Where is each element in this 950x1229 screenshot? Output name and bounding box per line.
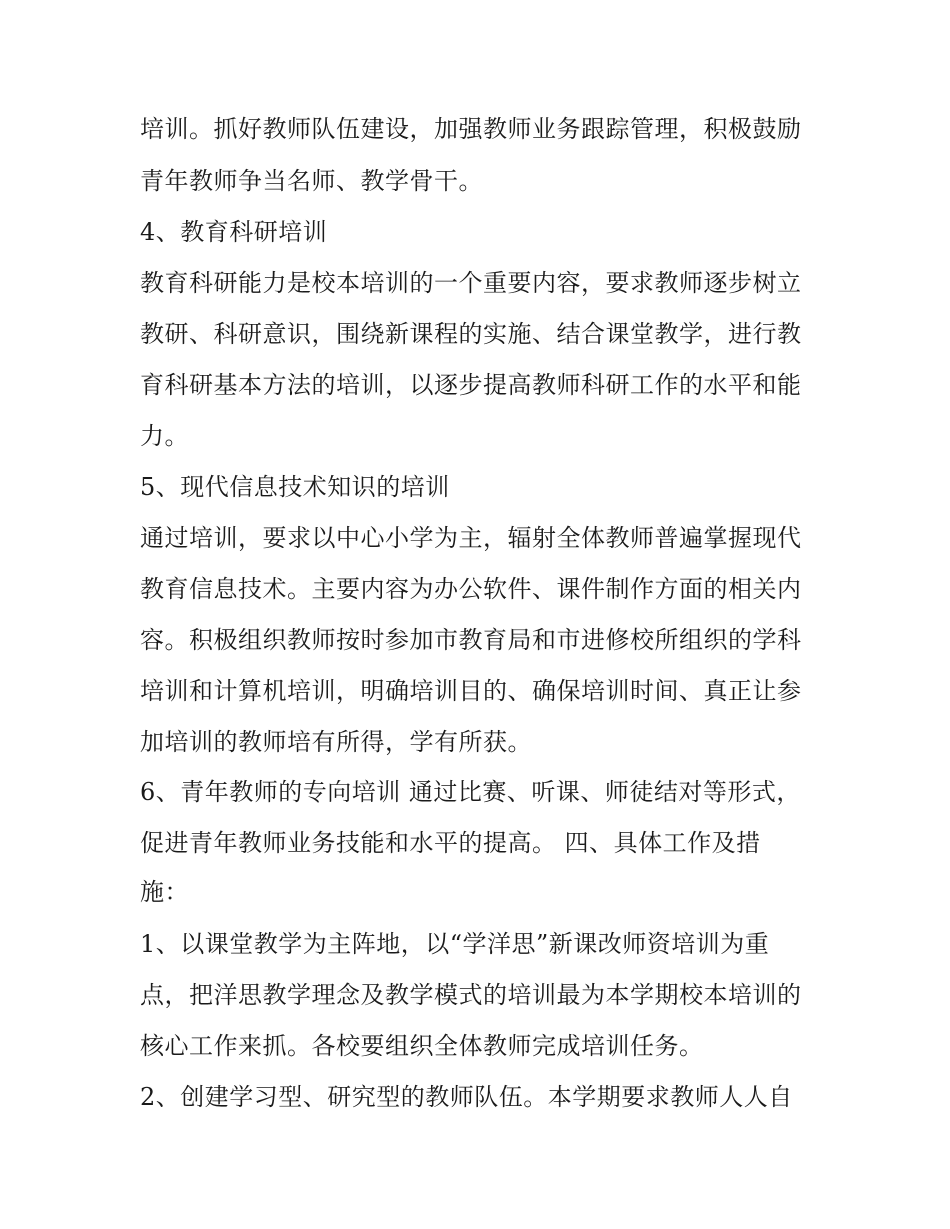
text-line: 通过培训，要求以中心小学为主，辐射全体教师普遍掌握现代 — [140, 524, 802, 552]
section-heading: 4、教育科研培训 — [140, 218, 328, 246]
list-item: 1、以课堂教学为主阵地，以“学洋思”新课改师资培训为重 — [140, 930, 770, 958]
text-line: 力。 — [140, 422, 189, 450]
section-heading: 6、青年教师的专向培训 通过比赛、听课、师徒结对等形式， — [140, 778, 801, 806]
text-line: 点，把洋思教学理念及教学模式的培训最为本学期校本培训的 — [140, 981, 802, 1009]
text-line: 青年教师争当名师、教学骨干。 — [140, 167, 483, 195]
text-line: 培训。抓好教师队伍建设，加强教师业务跟踪管理，积极鼓励 — [140, 115, 802, 143]
text-line: 核心工作来抓。各校要组织全体教师完成培训任务。 — [140, 1032, 704, 1060]
section-heading: 5、现代信息技术知识的培训 — [140, 473, 450, 501]
text-line: 培训和计算机培训，明确培训目的、确保培训时间、真正让参 — [140, 677, 802, 705]
text-line: 育科研基本方法的培训，以逐步提高教师科研工作的水平和能 — [140, 371, 802, 399]
text-line: 教育科研能力是校本培训的一个重要内容，要求教师逐步树立 — [140, 269, 802, 297]
text-line: 教研、科研意识，围绕新课程的实施、结合课堂教学，进行教 — [140, 320, 802, 348]
text-line: 容。积极组织教师按时参加市教育局和市进修校所组织的学科 — [140, 626, 802, 654]
list-item: 2、创建学习型、研究型的教师队伍。本学期要求教师人人自 — [140, 1083, 793, 1111]
text-line: 促进青年教师业务技能和水平的提高。 四、具体工作及措 — [140, 829, 761, 857]
text-line: 教育信息技术。主要内容为办公软件、课件制作方面的相关内 — [140, 575, 802, 603]
text-line: 施： — [140, 878, 189, 906]
text-line: 加培训的教师培有所得，学有所获。 — [140, 728, 532, 756]
